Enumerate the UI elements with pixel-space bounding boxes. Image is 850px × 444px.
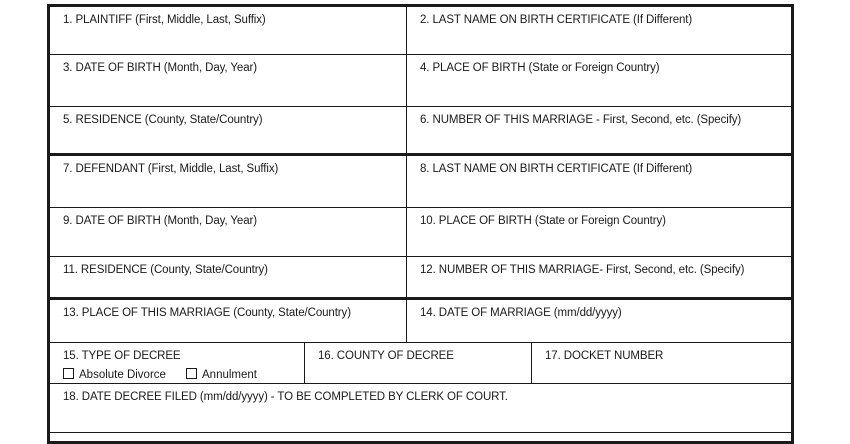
defendant-residence-input[interactable] xyxy=(50,281,406,297)
plaintiff-dob-input[interactable] xyxy=(50,79,406,106)
docket-number-input[interactable] xyxy=(532,367,791,383)
divider-line xyxy=(50,432,791,433)
defendant-birth-last-name-field xyxy=(407,156,791,207)
defendant-dob-field xyxy=(50,208,406,256)
section-divider xyxy=(50,153,791,156)
marriage-place-input[interactable] xyxy=(50,324,406,342)
decree-filed-date-label: 18. DATE DECREE FILED (mm/dd/yyyy) - TO BE COMPLETED BY CLERK OF COURT. xyxy=(63,391,508,403)
annulment-option[interactable] xyxy=(186,368,257,381)
defendant-dob-label: 9. DATE OF BIRTH (Month, Day, Year) xyxy=(63,215,257,227)
defendant-birth-last-name-input[interactable] xyxy=(407,180,791,207)
absolute-divorce-label: Absolute Divorce xyxy=(79,369,166,381)
defendant-marriage-number-input[interactable] xyxy=(407,281,791,297)
plaintiff-residence-field xyxy=(50,107,406,153)
decree-type-label: 15. TYPE OF DECREE xyxy=(63,350,181,362)
defendant-marriage-number-label: 12. NUMBER OF THIS MARRIAGE- First, Second, etc. (Specify) xyxy=(420,264,745,276)
defendant-birthplace-label: 10. PLACE OF BIRTH (State or Foreign Country) xyxy=(420,215,666,227)
decree-type-field xyxy=(50,343,304,383)
decree-county-field xyxy=(305,343,531,383)
plaintiff-birth-last-name-input[interactable] xyxy=(407,31,791,54)
plaintiff-birth-last-name-label: 2. LAST NAME ON BIRTH CERTIFICATE (If Different) xyxy=(420,14,693,26)
divider-line xyxy=(50,207,791,208)
marriage-date-field xyxy=(407,300,791,342)
plaintiff-name-label: 1. PLAINTIFF (First, Middle, Last, Suffix) xyxy=(63,14,266,26)
defendant-residence-field xyxy=(50,257,406,297)
defendant-name-label: 7. DEFENDANT (First, Middle, Last, Suffix) xyxy=(63,163,279,175)
absolute-divorce-checkbox[interactable] xyxy=(63,368,74,379)
plaintiff-residence-label: 5. RESIDENCE (County, State/Country) xyxy=(63,114,263,126)
plaintiff-birth-last-name-field xyxy=(407,7,791,54)
divider-line xyxy=(50,256,791,257)
plaintiff-dob-field xyxy=(50,55,406,106)
decree-filed-date-field xyxy=(50,384,791,432)
plaintiff-birthplace-input[interactable] xyxy=(407,79,791,106)
defendant-name-field xyxy=(50,156,406,207)
defendant-birthplace-input[interactable] xyxy=(407,232,791,256)
docket-number-label: 17. DOCKET NUMBER xyxy=(545,350,664,362)
marriage-date-label: 14. DATE OF MARRIAGE (mm/dd/yyyy) xyxy=(420,307,622,319)
defendant-marriage-number-field xyxy=(407,257,791,297)
marriage-place-label: 13. PLACE OF THIS MARRIAGE (County, State/Country) xyxy=(63,307,351,319)
divider-line xyxy=(50,383,791,384)
docket-number-field xyxy=(532,343,791,383)
marriage-date-input[interactable] xyxy=(407,324,791,342)
divider-line xyxy=(50,54,791,55)
defendant-residence-label: 11. RESIDENCE (County, State/Country) xyxy=(63,264,268,276)
divider-line xyxy=(50,106,791,107)
plaintiff-birthplace-label: 4. PLACE OF BIRTH (State or Foreign Country) xyxy=(420,62,660,74)
column-divider xyxy=(406,7,407,342)
defendant-name-input[interactable] xyxy=(50,180,406,207)
plaintiff-birthplace-field xyxy=(407,55,791,106)
defendant-birthplace-field xyxy=(407,208,791,256)
form-frame xyxy=(47,4,794,444)
decree-county-label: 16. COUNTY OF DECREE xyxy=(318,350,454,362)
column-divider xyxy=(304,343,305,383)
plaintiff-name-field xyxy=(50,7,406,54)
decree-county-input[interactable] xyxy=(305,367,531,383)
section-divider xyxy=(50,297,791,300)
absolute-divorce-option[interactable] xyxy=(63,368,166,381)
defendant-birth-last-name-label: 8. LAST NAME ON BIRTH CERTIFICATE (If Different) xyxy=(420,163,693,175)
plaintiff-marriage-number-field xyxy=(407,107,791,153)
annulment-label: Annulment xyxy=(202,369,257,381)
divider-line xyxy=(50,342,791,343)
decree-filed-date-input[interactable] xyxy=(50,408,791,432)
marriage-place-field xyxy=(50,300,406,342)
plaintiff-marriage-number-label: 6. NUMBER OF THIS MARRIAGE - First, Second, etc. (Specify) xyxy=(420,114,742,126)
plaintiff-residence-input[interactable] xyxy=(50,131,406,153)
annulment-checkbox[interactable] xyxy=(186,368,197,379)
defendant-dob-input[interactable] xyxy=(50,232,406,256)
plaintiff-dob-label: 3. DATE OF BIRTH (Month, Day, Year) xyxy=(63,62,257,74)
plaintiff-marriage-number-input[interactable] xyxy=(407,131,791,153)
column-divider xyxy=(531,343,532,383)
plaintiff-name-input[interactable] xyxy=(50,31,406,54)
